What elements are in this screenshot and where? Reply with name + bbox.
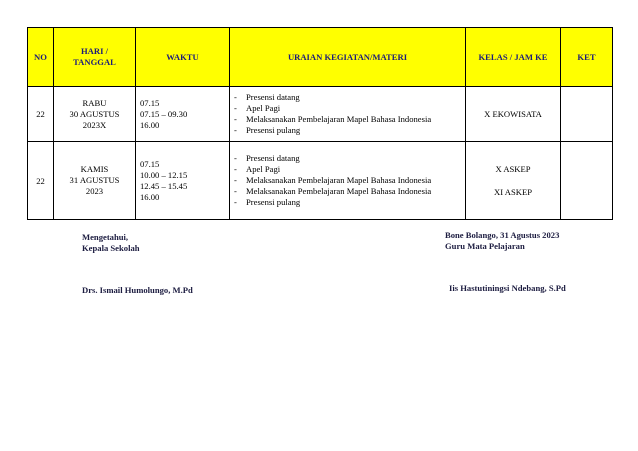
- time-entry: 12.45 – 15.45: [140, 180, 188, 191]
- headmaster-title: Kepala Sekolah: [82, 243, 140, 253]
- header-kelas: KELAS / JAM KE: [466, 28, 561, 87]
- header-uraian: URAIAN KEGIATAN/MATERI: [230, 28, 466, 87]
- kelas-entry: XI ASKEP: [494, 186, 532, 197]
- row-day-date: [54, 142, 136, 220]
- row-ket: [561, 142, 613, 220]
- table-row: [28, 87, 613, 142]
- row-kelas: [466, 142, 561, 220]
- signature-block-headmaster: [82, 232, 140, 254]
- header-no: NO: [28, 28, 54, 87]
- header-tanggal: TANGGAL: [73, 57, 116, 67]
- activity-item: - Presensi pulang: [234, 125, 463, 136]
- activity-item: - Melaksanakan Pembelajaran Mapel Bahasa Indonesia: [234, 114, 463, 125]
- row-ket: [561, 87, 613, 142]
- activity-item: - Presensi pulang: [234, 197, 463, 208]
- row-kelas: [466, 87, 561, 142]
- activity-item: - Apel Pagi: [234, 103, 463, 114]
- header-hari-tanggal: [54, 28, 136, 87]
- header-ket: KET: [561, 28, 613, 87]
- row-year: 2023X: [82, 119, 107, 130]
- row-times: [136, 87, 230, 142]
- table-row: [28, 142, 613, 220]
- row-date: 31 AGUSTUS: [69, 175, 120, 185]
- header-hari: HARI /: [81, 46, 108, 56]
- table-header-row: [28, 28, 613, 87]
- row-day: RABU: [82, 97, 107, 108]
- row-date: 30 AGUSTUS: [69, 108, 120, 119]
- activity-item: - Apel Pagi: [234, 164, 463, 175]
- time-entry: 16.00: [140, 119, 160, 130]
- signature-block-teacher: [445, 230, 559, 252]
- row-no: 22: [28, 142, 54, 220]
- time-entry: 07.15: [140, 158, 160, 169]
- teacher-name: Iis Hastutiningsi Ndebang, S.Pd: [449, 283, 566, 293]
- activity-journal-table: [27, 27, 613, 220]
- row-day: KAMIS: [80, 164, 109, 174]
- kelas-entry: X ASKEP: [495, 163, 531, 174]
- place-date: Bone Bolango, 31 Agustus 2023: [445, 230, 560, 240]
- journal-sheet: [27, 27, 612, 220]
- row-activities: [230, 87, 466, 142]
- time-entry: 10.00 – 12.15: [140, 169, 188, 180]
- time-entry: 07.15 – 09.30: [140, 108, 188, 119]
- activity-item: - Melaksanakan Pembelajaran Mapel Bahasa Indonesia: [234, 175, 463, 186]
- time-entry: 16.00: [140, 191, 160, 202]
- acknowledged-label: Mengetahui,: [82, 232, 129, 242]
- activity-item: - Presensi datang: [234, 92, 463, 103]
- header-waktu: WAKTU: [136, 28, 230, 87]
- row-no: 22: [28, 87, 54, 142]
- headmaster-name: Drs. Ismail Humolungo, M.Pd: [82, 285, 193, 295]
- teacher-title: Guru Mata Pelajaran: [445, 241, 525, 251]
- row-activities: [230, 142, 466, 220]
- row-year: 2023: [85, 186, 104, 196]
- activity-item: - Presensi datang: [234, 153, 463, 164]
- kelas-entry: X EKOWISATA: [484, 108, 542, 119]
- row-day-date: [54, 87, 136, 142]
- activity-item: - Melaksanakan Pembelajaran Mapel Bahasa Indonesia: [234, 186, 463, 197]
- row-times: [136, 142, 230, 220]
- time-entry: 07.15: [140, 97, 160, 108]
